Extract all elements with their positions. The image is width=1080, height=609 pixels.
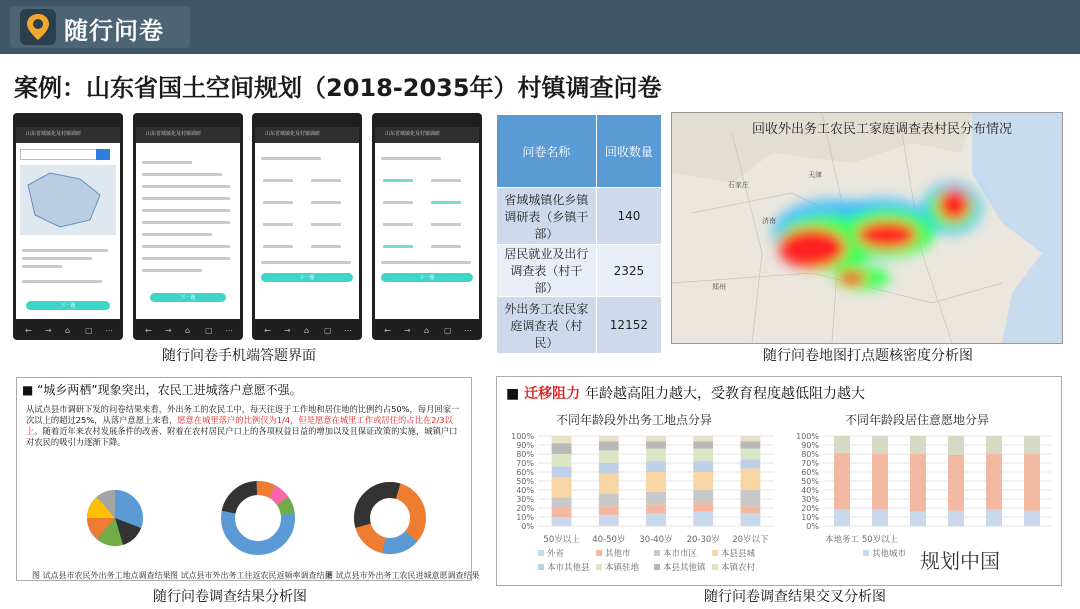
bullet-point: ■ 迁移阻力 年龄越高阻力越大，受教育程度越低阻力越大 <box>506 386 865 402</box>
legend-swatch <box>654 550 660 556</box>
bar-segment <box>599 506 619 515</box>
bar-segment <box>599 515 619 526</box>
phone-screen-2: 山东省城镇化及村镇调研 下一题 ← → ⌂ ▢ ⋯ <box>133 113 243 340</box>
y-tick-label: 0% <box>521 522 534 531</box>
bar-segment <box>646 449 666 462</box>
phone-bar-title: 山东省城镇化及村镇调研 <box>26 131 82 137</box>
y-tick-label: 40% <box>516 486 534 495</box>
y-tick-label: 70% <box>516 459 534 468</box>
bar-segment <box>834 510 850 526</box>
y-tick-label: 80% <box>516 450 534 459</box>
bar-segment <box>872 454 888 510</box>
bar-segment <box>552 436 572 443</box>
work-location-pie <box>60 478 170 568</box>
bar-segment <box>693 503 713 512</box>
y-tick-label: 60% <box>801 468 819 477</box>
bar-segment <box>646 436 666 441</box>
bar-segment <box>1024 436 1040 454</box>
legend-label: 其他城市 <box>872 549 907 559</box>
y-tick-label: 10% <box>516 513 534 522</box>
y-tick-label: 90% <box>801 441 819 450</box>
bar-segment <box>552 517 572 526</box>
place-label: 济南 <box>762 217 776 225</box>
y-tick-label: 70% <box>801 459 819 468</box>
bar-segment <box>740 436 760 441</box>
x-tick-label: 本地务工 <box>824 535 860 545</box>
chart-caption: 图 试点县市外出务工往返农民返频率调查结果 <box>170 571 333 580</box>
y-tick-label: 80% <box>801 450 819 459</box>
legend-swatch <box>596 550 602 556</box>
legend-label: 本镇驻地 <box>605 563 640 573</box>
place-label: 郑州 <box>712 283 726 291</box>
bar-segment <box>693 441 713 448</box>
legend-swatch <box>596 564 602 570</box>
bar-segment <box>646 441 666 448</box>
survey-table <box>496 114 662 354</box>
bar-segment <box>910 436 926 454</box>
y-tick-label: 90% <box>516 441 534 450</box>
map-search-input[interactable] <box>20 149 98 160</box>
bar-segment <box>646 504 666 513</box>
chart-title: 不同年龄段外出务工地点分异 <box>556 413 713 427</box>
bar-segment <box>1024 454 1040 511</box>
bar-segment <box>740 513 760 526</box>
bar-segment <box>910 512 926 526</box>
legend-swatch <box>712 550 718 556</box>
urban-intent-donut <box>345 478 445 568</box>
x-tick-label: 30-40岁 <box>639 535 673 545</box>
y-tick-label: 20% <box>801 504 819 513</box>
bullet-point: ■ “城乡两栖”现象突出，农民工进城落户意愿不强。 <box>22 383 302 397</box>
x-tick-label: 20-30岁 <box>686 535 720 545</box>
heat-map-title: 回收外出务工农民工家庭调查表村民分布情况 <box>752 122 1013 137</box>
y-tick-label: 100% <box>796 432 819 441</box>
chart-caption: 图 试点县市外出务工农民进城意愿调查结果 <box>325 571 480 580</box>
bar-segment <box>740 459 760 468</box>
legend-label: 本县县城 <box>721 549 756 559</box>
bar-segment <box>552 467 572 478</box>
bar-segment <box>693 490 713 503</box>
bar-segment <box>1024 511 1040 526</box>
legend-label: 外省 <box>547 549 565 559</box>
bar-segment <box>986 454 1002 510</box>
table-row: 外出务工农民家庭调查表（村民） 12152 <box>497 297 662 354</box>
bar-segment <box>693 461 713 472</box>
heat-map-caption: 随行问卷地图打点题核密度分析图 <box>763 348 973 364</box>
left-panel-caption: 随行问卷调查结果分析图 <box>153 589 307 605</box>
phone-bar-title: 山东省城镇化及村镇调研 <box>385 131 441 137</box>
y-tick-label: 100% <box>511 432 534 441</box>
next-button[interactable]: 下一题 <box>261 273 353 282</box>
table-row: 居民就业及出行调查表（村干部） 2325 <box>497 245 662 297</box>
bar-segment <box>646 492 666 505</box>
table-header-count: 回收数量 <box>596 115 661 188</box>
bar-segment <box>740 506 760 513</box>
legend-label: 本市市区 <box>663 549 698 559</box>
bar-segment <box>693 512 713 526</box>
next-button[interactable]: 下一题 <box>150 293 226 302</box>
x-tick-label: 50岁以上 <box>543 535 580 545</box>
bar-segment <box>646 472 666 492</box>
phone-bar-title: 山东省城镇化及村镇调研 <box>265 131 321 137</box>
x-tick-label: 20岁以下 <box>732 535 769 545</box>
bar-segment <box>872 510 888 526</box>
location-pin-icon <box>20 9 56 45</box>
bar-segment <box>948 436 964 455</box>
chart-title: 不同年龄段居住意愿地分异 <box>845 413 990 427</box>
bar-segment <box>910 454 926 512</box>
bar-segment <box>948 455 964 511</box>
bar-segment <box>834 436 850 453</box>
right-panel-caption: 随行问卷调查结果交叉分析图 <box>704 589 886 605</box>
bar-segment <box>599 450 619 463</box>
y-tick-label: 50% <box>516 477 534 486</box>
next-button[interactable]: 下一题 <box>26 301 110 310</box>
legend-swatch <box>863 550 869 556</box>
y-tick-label: 30% <box>801 495 819 504</box>
place-label: 石家庄 <box>728 181 749 189</box>
x-tick-label: 40-50岁 <box>592 535 626 545</box>
phone-screen-1: 山东省城镇化及村镇调研 下一题 ← → ⌂ ▢ ⋯ <box>13 113 123 340</box>
bar-segment <box>599 463 619 474</box>
bar-segment <box>693 436 713 441</box>
bar-segment <box>552 443 572 454</box>
bar-segment <box>693 472 713 490</box>
search-icon[interactable] <box>96 149 110 160</box>
phones-caption: 随行问卷手机端答题界面 <box>162 348 316 364</box>
next-button[interactable]: 下一题 <box>381 273 473 282</box>
legend-label: 本市其他县 <box>547 563 590 573</box>
y-tick-label: 40% <box>801 486 819 495</box>
legend-swatch <box>538 564 544 570</box>
bar-segment <box>986 436 1002 454</box>
bar-segment <box>834 453 850 510</box>
y-tick-label: 10% <box>801 513 819 522</box>
commute-frequency-donut <box>208 476 308 566</box>
bar-segment <box>693 449 713 462</box>
bar-segment <box>646 513 666 526</box>
bar-segment <box>599 494 619 507</box>
watermark: 规划中国 <box>920 549 1000 573</box>
bar-segment <box>552 497 572 508</box>
legend-swatch <box>712 564 718 570</box>
bar-segment <box>552 508 572 517</box>
y-tick-label: 50% <box>801 477 819 486</box>
bar-segment <box>552 454 572 467</box>
bar-segment <box>740 441 760 448</box>
y-tick-label: 30% <box>516 495 534 504</box>
legend-swatch <box>654 564 660 570</box>
phone-screen-3: 山东省城镇化及村镇调研 下一题 ← → ⌂ ▢ ⋯ <box>252 113 362 340</box>
bar-segment <box>948 511 964 526</box>
bar-segment <box>599 441 619 450</box>
work-location-bar-chart <box>500 428 780 580</box>
x-tick-label: 50岁以上 <box>861 535 899 545</box>
legend-label: 本镇农村 <box>721 563 756 573</box>
table-row: 省域城镇化乡镇调研表（乡镇干部） 140 <box>497 188 662 245</box>
bar-segment <box>872 436 888 454</box>
y-tick-label: 60% <box>516 468 534 477</box>
bar-segment <box>599 474 619 494</box>
page-title: 案例：山东省国土空间规划（2018-2035年）村镇调查问卷 <box>14 74 662 102</box>
phone-screen-4: 山东省城镇化及村镇调研 下一题 ← → ⌂ ▢ ⋯ <box>372 113 482 340</box>
place-label: 天津 <box>808 171 822 179</box>
phone-map[interactable] <box>20 165 116 235</box>
heat-map[interactable] <box>671 112 1063 344</box>
chart-caption: 图 试点县市农民外出务工地点调查结果 <box>32 571 171 580</box>
brand-name: 随行问卷 <box>64 17 164 45</box>
bar-segment <box>646 461 666 472</box>
bar-segment <box>740 468 760 490</box>
bar-segment <box>599 436 619 441</box>
table-header-name: 问卷名称 <box>497 115 597 188</box>
legend-swatch <box>538 550 544 556</box>
bar-segment <box>740 449 760 460</box>
bar-segment <box>986 510 1002 526</box>
phone-bar-title: 山东省城镇化及村镇调研 <box>146 131 202 137</box>
bar-segment <box>740 490 760 506</box>
bar-segment <box>552 477 572 497</box>
analysis-paragraph: 从试点县市调研下发的问卷结果来看，外出务工的农民工中，每天往返于工作地和居住地的比例约占50%，每月回家一次以上的超过25%，从落户意愿上来看，愿意在城里落户的比例仅为1/4，但是愿意在城里工作或居住的占比在2/3以上。随着近年来农村发展条件的改善、附着在农村居民户口上的各项权益日益的增加以及且保证改策的实施，城镇户口对农民的吸引力逐渐下降。 <box>26 404 460 447</box>
legend-label: 本县其他镇 <box>663 563 706 573</box>
y-tick-label: 20% <box>516 504 534 513</box>
legend-label: 其他市 <box>605 549 631 559</box>
y-tick-label: 0% <box>806 522 819 531</box>
